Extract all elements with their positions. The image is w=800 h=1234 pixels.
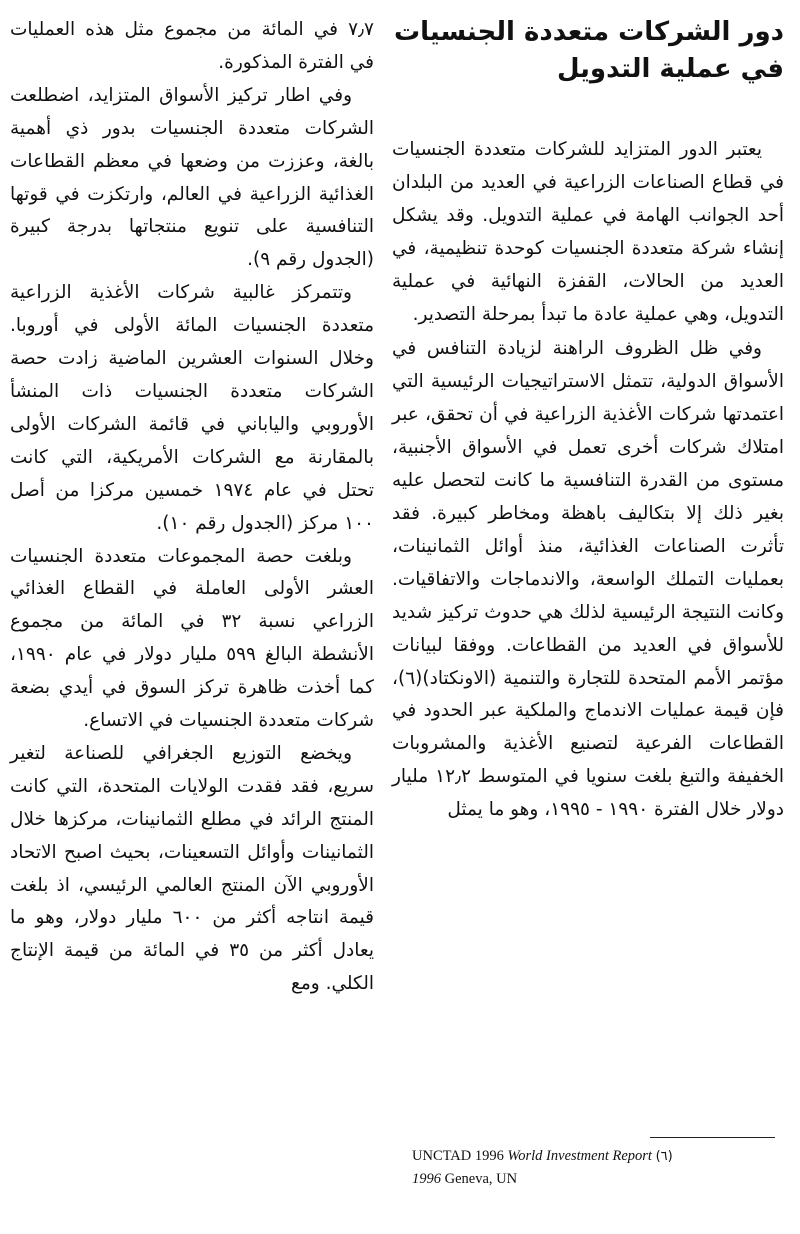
paragraph: ويخضع التوزيع الجغرافي للصناعة لتغير سريع، فقد فقدت الولايات المتحدة، التي كانت المنتج الرائد في مطلع الثمانينات، مركزها خلال الثمانينات وأوائل التسعينات، بحيث اصبح الاتحاد الأوروبي الآن المنتج العالمي الرئيسي، اذ بلغت قيمة انتاجه أكثر من ٦٠٠ مليار دولار، وهو ما يعادل أكثر من ٣٥ في المائة من قيمة الإنتاج الكلي. ومع [10,742,375,995]
footnote-report-title: World Investment Report [507,1148,652,1164]
footnote-year: 1996 [474,1148,504,1164]
paragraph: وفي اطار تركيز الأسواق المتزايد، اضطلعت الشركات متعددة الجنسيات بدور ذي أهمية بالغة، وعززت من وضعها في معظم القطاعات الغذائية الزراعية في العالم، وارتكزت في قوتها التنافسية على تنويع منتجاتها بدرجة كبيرة (الجدول رقم ٩). [10,84,374,271]
right-column [392,14,784,827]
footnote [412,1145,784,1190]
article-title: دور الشركات متعددة الجنسيات في عملية التدويل [393,17,784,84]
paragraph: يعتبر الدور المتزايد للشركات متعددة الجنسيات في قطاع الصناعات الزراعية في العديد من البلدان أحد الجوانب الهامة في عملية التدويل. وقد يشكل إنشاء شركة متعددة الجنسيات كوحدة تنظيمية، في العديد من الحالات، القفزة النهائية في عملية التدويل، وهي عملية عادة ما تبدأ بمرحلة التصدير. [392,139,784,325]
footnote-marker: (٦) [655,1149,673,1164]
footnote-place: Geneva, UN [444,1171,518,1187]
paragraph: وتتمركز غالبية شركات الأغذية الزراعية متعددة الجنسيات المائة الأولى في أوروبا. وخلال السنوات العشرين الماضية زادت حصة الشركات متعددة الجنسيات ذات المنشأ الأوروبي والياباني في قائمة الشركات الأولى بالمقارنة مع الشركات الأمريكية، التي كانت تحتل في عام ١٩٧٤ خمسين مركزا من أصل ١٠٠ مركز (الجدول رقم ١٠). [10,282,374,534]
paragraph-continuation: ٧٫٧ في المائة من مجموع مثل هذه العمليات في الفترة المذكورة. [10,19,374,73]
paragraph: وفي ظل الظروف الراهنة لزيادة التنافس في الأسواق الدولية، تتمثل الاستراتيجيات الرئيسية التي اعتمدتها شركات الأغذية الزراعية في أن تحقق، عبر امتلاك شركات أخرى تعمل في الأسواق الأجنبية، مستوى من القدرة التنافسية ما كانت لتحصل عليه بغير ذلك إلا بتكاليف باهظة ومخاطر كبيرة. فقد تأثرت الصناعات الغذائية، منذ أوائل الثمانينات، بعمليات التملك الواسعة، والاندماجات والاتفاقيات. وكانت النتيجة الرئيسية لذلك هي حدوث تركيز شديد للأسواق في العديد من القطاعات. ووفقا لبيانات مؤتمر الأمم المتحدة للتجارة والتنمية (الاونكتاد)(٦)، فإن قيمة عمليات الاندماج والملكية عبر الحدود في القطاعات الفرعية لتصنيع الأغذية والمشروبات الخفيفة والتبغ بلغت سنويا في المتوسط ١٢٫٢ مليار دولار خلال الفترة ١٩٩٠ - ١٩٩٥، وهو ما يمثل [392,338,784,821]
paragraph: وبلغت حصة المجموعات متعددة الجنسيات العشر الأولى العاملة في القطاع الغذائي الزراعي نسبة ٣٢ في المائة من مجموع الأنشطة البالغ ٥٩٩ مليار دولار في عام ١٩٩٠، كما أخذت ظاهرة تركز السوق في أيدي بضعة شركات متعددة الجنسيات في الاتساع. [10,545,374,732]
left-column [10,14,374,1001]
footnote-year-italic: 1996 [412,1171,441,1187]
footnote-org: UNCTAD [412,1148,472,1164]
footnote-divider [650,1137,775,1138]
